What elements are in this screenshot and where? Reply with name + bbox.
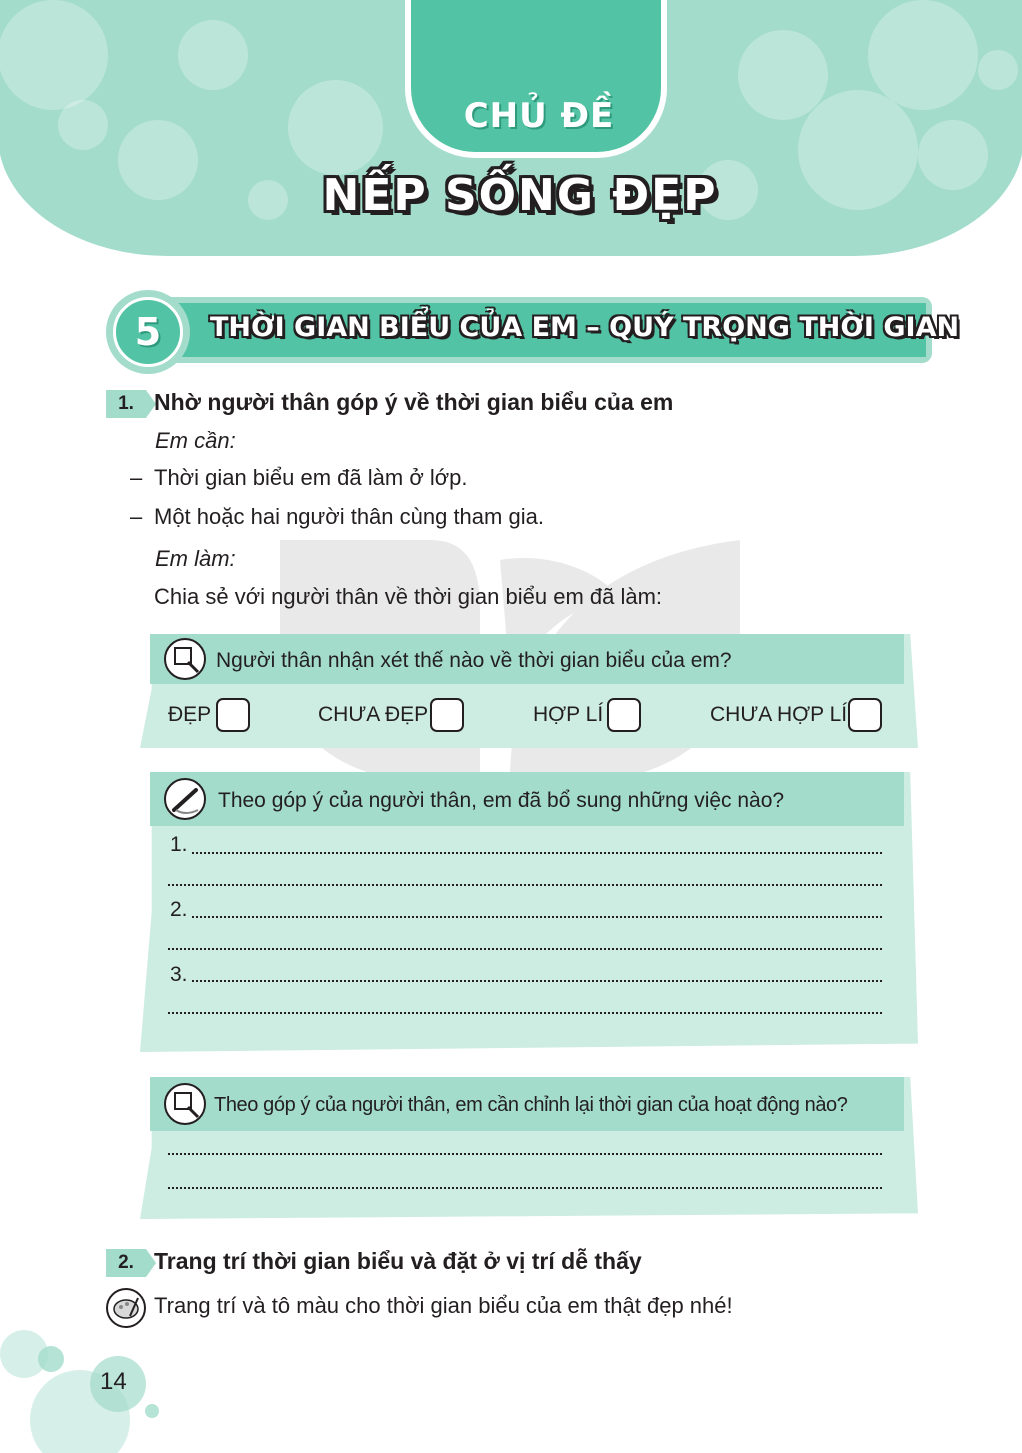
decor-bubble — [868, 0, 978, 110]
decor-bubble — [0, 1330, 48, 1378]
answer-line[interactable] — [168, 884, 882, 886]
topic-label: CHỦ ĐỀ — [463, 96, 615, 136]
answer-line[interactable] — [168, 948, 882, 950]
option-label-chua-dep: CHƯA ĐẸP — [318, 703, 429, 726]
option-label-chua-hop-li: CHƯA HỢP LÍ — [710, 703, 848, 726]
decor-bubble — [178, 20, 248, 90]
answer-line[interactable] — [168, 1012, 882, 1014]
need-item-1: Thời gian biểu em đã làm ở lớp. — [154, 465, 468, 490]
decor-bubble — [58, 100, 108, 150]
decor-bubble — [145, 1404, 159, 1418]
answer-line[interactable] — [168, 1153, 882, 1155]
checkbox-hop-li[interactable] — [607, 698, 641, 732]
topic-title: NẾP SỐNG ĐẸP — [322, 170, 718, 221]
line-number-3: 3. — [170, 963, 188, 986]
option-label-hop-li: HỢP LÍ — [533, 703, 604, 726]
magnifier-icon — [164, 638, 206, 680]
decor-bubble — [248, 180, 288, 220]
decor-bubble — [0, 0, 108, 110]
decor-bubble — [288, 80, 383, 175]
adjustment-card — [140, 1077, 918, 1219]
line-number-2: 2. — [170, 898, 188, 921]
do-text: Chia sẻ với người thân về thời gian biểu em đã làm: — [154, 584, 663, 609]
decor-bubble — [118, 120, 198, 200]
answer-line[interactable] — [192, 916, 882, 918]
bullet-dash: – — [130, 465, 143, 490]
pencil-icon — [164, 778, 206, 820]
lesson-title: THỜI GIAN BIỂU CỦA EM – QUÝ TRỌNG THỜI GIAN — [210, 312, 960, 343]
section-2-heading: Trang trí thời gian biểu và đặt ở vị trí dễ thấy — [154, 1248, 642, 1274]
section-1-number: 1. — [106, 390, 146, 418]
section-2-text: Trang trí và tô màu cho thời gian biểu của em thật đẹp nhé! — [154, 1293, 733, 1318]
additions-card — [140, 772, 918, 1052]
page-number: 14 — [100, 1368, 127, 1395]
decor-bubble — [978, 50, 1018, 90]
decor-bubble — [918, 120, 988, 190]
card-2-question: Theo góp ý của người thân, em đã bổ sung những việc nào? — [218, 789, 785, 812]
answer-line[interactable] — [192, 852, 882, 854]
need-item-2: Một hoặc hai người thân cùng tham gia. — [154, 504, 544, 529]
section-2-number: 2. — [106, 1249, 146, 1277]
card-3-question: Theo góp ý của người thân, em cần chỉnh lại thời gian của hoạt động nào? — [214, 1094, 848, 1116]
answer-line[interactable] — [168, 1187, 882, 1189]
decor-bubble — [798, 90, 918, 210]
checkbox-chua-dep[interactable] — [430, 698, 464, 732]
paint-palette-icon — [106, 1288, 146, 1328]
need-label: Em cần: — [155, 428, 236, 453]
lesson-number: 5 — [113, 297, 183, 367]
checkbox-chua-hop-li[interactable] — [848, 698, 882, 732]
answer-line[interactable] — [192, 980, 882, 982]
line-number-1: 1. — [170, 833, 188, 856]
magnifier-icon — [164, 1083, 206, 1125]
checkbox-dep[interactable] — [216, 698, 250, 732]
topic-banner — [0, 0, 1022, 258]
option-label-dep: ĐẸP — [168, 703, 212, 726]
card-1-question: Người thân nhận xét thế nào về thời gian biểu của em? — [216, 649, 732, 672]
bullet-dash: – — [130, 504, 143, 529]
do-label: Em làm: — [155, 546, 236, 571]
decor-bubble — [738, 30, 828, 120]
opinion-card — [140, 634, 918, 748]
section-1-heading: Nhờ người thân góp ý về thời gian biểu của em — [154, 389, 674, 415]
